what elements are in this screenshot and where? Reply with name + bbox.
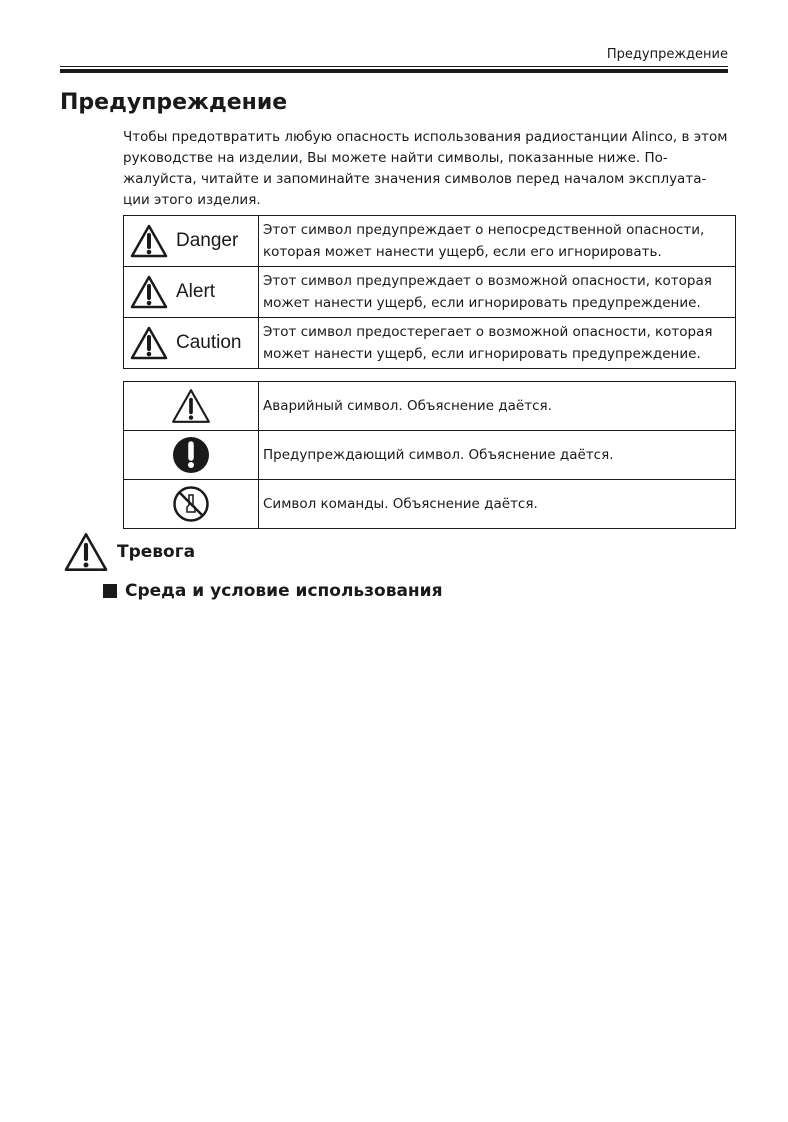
warning-triangle-icon [63,532,109,572]
section-heading [103,581,443,601]
warning-triangle-icon [130,326,168,360]
alarm-heading-text: Тревога [117,542,196,562]
running-header: Предупреждение [606,47,728,62]
signal-desc-alert: Этот символ предупреждает о возможной опасности, которая может нанести ущерб, если игнорировать предупреждение. [259,267,736,318]
warning-triangle-icon [130,224,168,258]
warning-triangle-icon [171,388,211,424]
page-title: Предупреждение [60,90,288,115]
intro-text: Чтобы предотвратить любую опасность использования радиостанции Alinco, в этом руководстве на изделии, Вы можете найти символы, показанные ниже. По-жалуйста, читайте и запоминайте значения символов перед началом эксплуата-ции этого изделия. [123,129,728,208]
header-rule-thin [60,66,728,67]
symbol-desc-warning: Аварийный символ. Объяснение даётся. [259,382,736,431]
section-heading-text: Среда и условие использования [125,581,443,601]
signal-label-danger: Danger [176,230,239,251]
symbol-desc-mandatory: Предупреждающий символ. Объяснение даётся. [259,431,736,480]
signal-word-table [123,215,736,369]
signal-label-caution: Caution [176,332,242,353]
section-bullet-square [103,584,117,598]
exclamation-circle-icon [172,436,210,474]
signal-desc-caution: Этот символ предостерегает о возможной опасности, которая может нанести ущерб, если игнорировать предупреждение. [259,318,736,369]
signal-label-alert: Alert [176,281,216,302]
warning-triangle-icon [130,275,168,309]
alarm-heading [63,532,195,572]
prohibition-circle-icon [172,485,210,523]
symbol-table [123,381,736,529]
signal-desc-danger: Этот символ предупреждает о непосредственной опасности, которая может нанести ущерб, если его игнорировать. [259,216,736,267]
header-rule-thick [60,69,728,73]
intro-paragraph [123,127,729,211]
symbol-desc-prohibition: Символ команды. Объяснение даётся. [259,480,736,529]
